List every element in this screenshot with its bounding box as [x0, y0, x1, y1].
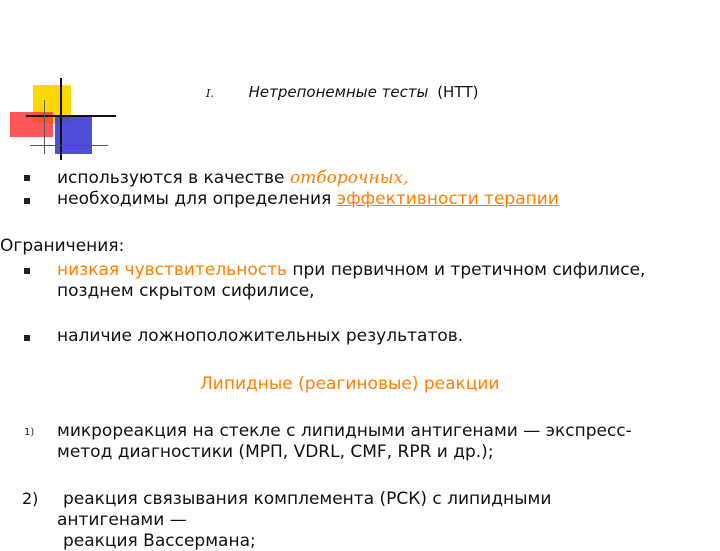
slide-title: [206, 83, 479, 101]
limitation-text: при первичном и третичном сифилисе,: [287, 260, 646, 280]
limitations-heading: Ограничения:: [0, 236, 125, 256]
section-title: Липидные (реагиновые) реакции: [200, 374, 500, 394]
item-2-line2: антигенами —: [57, 510, 187, 530]
bullet-highlight: эффективности терапии: [336, 189, 559, 209]
limitation-item-2: наличие ложноположительных результатов.: [57, 326, 464, 346]
limitation-highlight: низкая чувствительность: [57, 260, 287, 280]
decor-horizontal-line: [26, 115, 116, 117]
limitation-item-1-line2: позднем скрытом сифилисе,: [57, 281, 315, 301]
title-text: Нетрепонемные тесты: [248, 83, 429, 101]
bullet-square-icon: [24, 268, 30, 274]
limitation-item-1: [57, 260, 645, 280]
title-number: I.: [206, 87, 214, 100]
bullet-item-therapy: [57, 189, 559, 209]
title-abbr: (НТТ): [437, 83, 479, 101]
bullet-item-screening: [57, 168, 409, 188]
item-2-line1: реакция связывания комплемента (РСК) с липидными: [63, 489, 552, 509]
bullet-highlight: отборочных,: [289, 168, 409, 188]
bullet-text: используются в качестве: [57, 168, 290, 188]
item-1-line2: метод диагностики (МРП, VDRL, CMF, RPR и др.);: [57, 442, 494, 462]
bullet-square-icon: [24, 335, 30, 341]
bullet-square-icon: [24, 198, 30, 204]
bullet-text: необходимы для определения: [57, 189, 337, 209]
bullet-square-icon: [24, 175, 30, 181]
item-number: 2): [22, 489, 39, 508]
decor-vertical-line: [60, 78, 62, 160]
item-number: 1): [24, 427, 35, 438]
decor-horizontal-line-2: [30, 145, 108, 146]
decor-vertical-line-2: [44, 100, 45, 154]
item-2-line3: реакция Вассермана;: [63, 531, 256, 551]
item-1-line1: микрореакция на стекле с липидными антигенами — экспресс-: [57, 421, 632, 441]
